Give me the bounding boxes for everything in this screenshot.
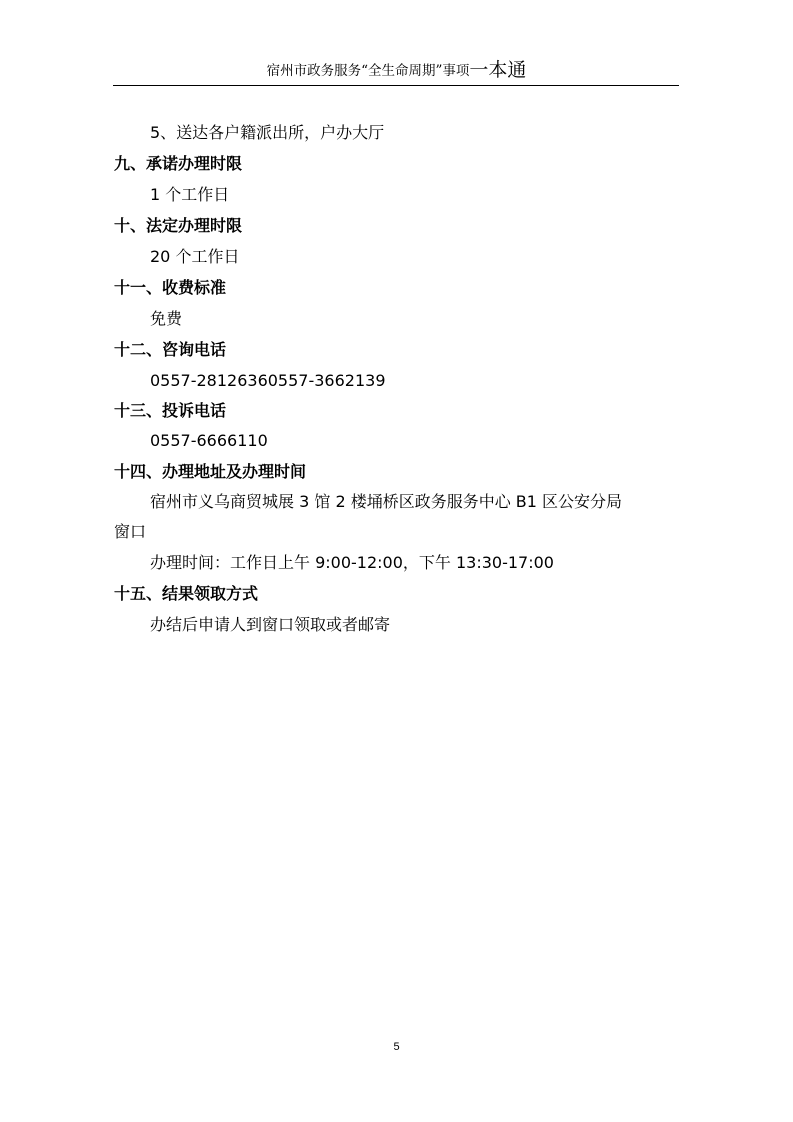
running-header: [0, 60, 793, 81]
heading-result-collection: 十五、结果领取方式: [114, 584, 259, 603]
body-line-address: 宿州市义乌商贸城展 3 馆 2 楼埇桥区政务服务中心 B1 区公安分局: [150, 492, 623, 511]
body-line-inquiry-phone: 0557-28126360557-3662139: [150, 371, 386, 390]
running-header-text: 宿州市政务服务“全生命周期”事项: [266, 63, 470, 79]
header-rule: [113, 85, 679, 86]
body-line-delivery: 5、送达各户籍派出所，户办大厅: [150, 123, 385, 142]
heading-address-and-hours: 十四、办理地址及办理时间: [114, 462, 307, 481]
body-line-result-collection: 办结后申请人到窗口领取或者邮寄: [150, 615, 391, 634]
heading-complaint-phone: 十三、投诉电话: [114, 401, 227, 420]
running-header-suffix: 一本通: [469, 59, 527, 81]
page-number: 5: [393, 1041, 400, 1053]
body-line-fee: 免费: [150, 309, 183, 328]
body-line-complaint-phone: 0557-6666110: [150, 431, 268, 450]
heading-inquiry-phone: 十二、咨询电话: [114, 340, 227, 359]
body-line-address-continued: 窗口: [114, 522, 147, 541]
body-line-promised-days: 1 个工作日: [150, 185, 230, 204]
body-line-legal-days: 20 个工作日: [150, 247, 240, 266]
heading-legal-time-limit: 十、法定办理时限: [114, 216, 243, 235]
heading-fee-standard: 十一、收费标准: [114, 278, 227, 297]
body-line-office-hours: 办理时间：工作日上午 9:00-12:00，下午 13:30-17:00: [150, 553, 554, 572]
heading-promised-time-limit: 九、承诺办理时限: [114, 154, 243, 173]
